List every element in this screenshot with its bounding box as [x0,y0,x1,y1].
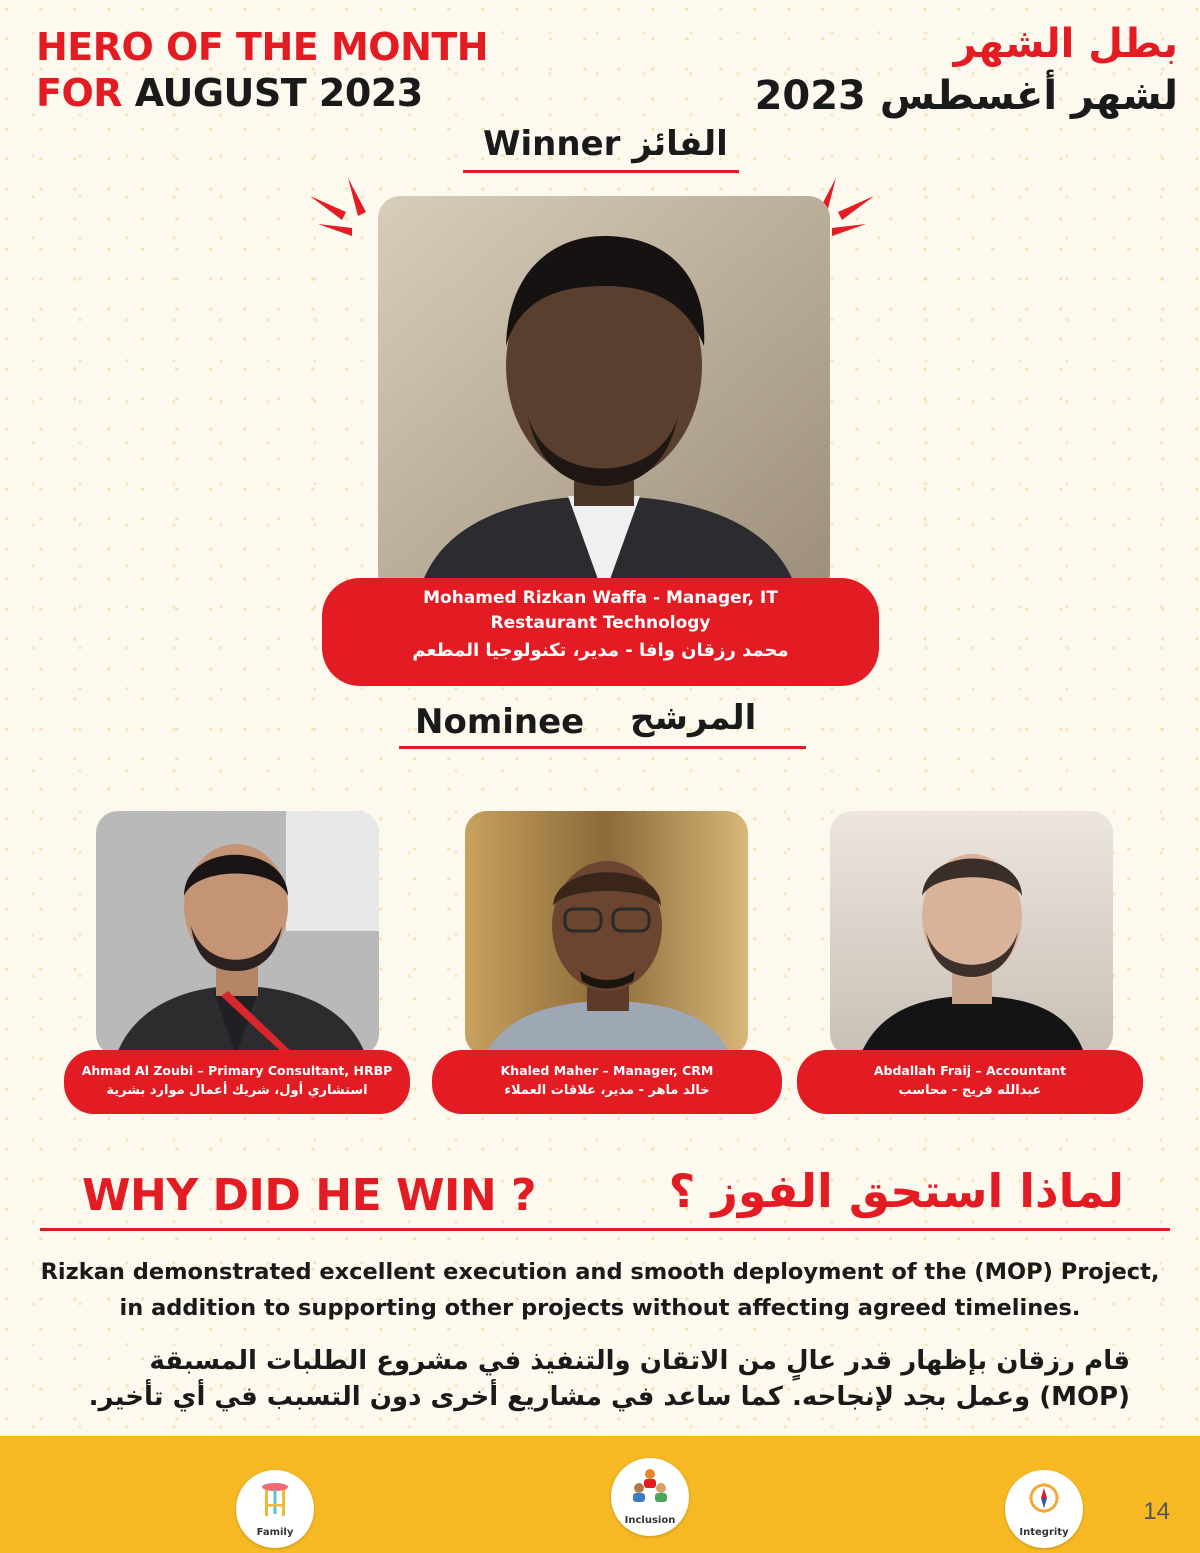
winner-title [483,124,728,164]
value-label-inclusion: Inclusion [624,1515,676,1526]
people-icon [631,1468,669,1504]
value-badge-integrity [1005,1470,1083,1548]
why-underline [40,1228,1170,1231]
why-body-en: Rizkan demonstrated excellent execution and smooth deployment of the (MOP) Project, in addition to supporting other projects without affecting agreed timelines. [40,1259,1160,1321]
nominee-card-1 [64,1050,410,1114]
nominee-name-en-2: Khaled Maher – Manager, CRM [500,1063,714,1078]
header-for: FOR [36,71,123,115]
winner-photo [378,196,830,596]
winner-name-card [322,578,879,686]
winner-name-en-line-1: Mohamed Rizkan Waffa - Manager, IT [423,588,778,608]
header-title-en [36,24,488,116]
nominee-name-ar-2: خالد ماهر - مدير، علاقات العملاء [504,1083,710,1098]
header-ar-line-1: بطل الشهر [953,21,1178,67]
compass-icon [1026,1480,1062,1516]
why-body-ar: قام رزقان بإظهار قدر عالٍ من الاتقان والتنفيذ في مشروع الطلبات المسبقة (MOP) وعمل بجد لإنجاحه. كما ساعد في مشاريع أخرى دون التسبب في أي تأخير. [88,1346,1130,1412]
nominee-title-ar: المرشح [630,698,757,738]
nominee-name-en-3: Abdallah Fraij – Accountant [873,1063,1067,1078]
nominee-name-ar-1: استشاري أول، شريك أعمال موارد بشرية [106,1083,368,1098]
nominee-name-en-1: Ahmad Al Zoubi – Primary Consultant, HRBP [81,1063,393,1078]
nominee-name-ar-3: عبدالله فريج - محاسب [898,1083,1042,1098]
why-title-ar: لماذا استحق الفوز ؟ [668,1164,1124,1218]
header-line-2 [36,70,488,116]
winner-title-ar: الفائز [632,124,728,164]
header-line-1: HERO OF THE MONTH [36,25,489,69]
nominee-card-2 [432,1050,782,1114]
nominee-title-en: Nominee [415,702,585,742]
nominee-underline [399,746,806,749]
page-number: 14 [1143,1498,1170,1525]
header-title-ar [755,18,1178,122]
value-label-integrity: Integrity [1019,1527,1069,1538]
stool-icon [260,1482,290,1518]
value-label-family: Family [256,1527,294,1538]
winner-underline [463,170,739,173]
nominee-photo-1 [96,811,379,1056]
winner-name-en [322,578,879,636]
header-month: AUGUST 2023 [134,71,423,115]
header-ar-line-2: لشهر أغسطس 2023 [754,73,1178,119]
winner-name-ar: محمد رزقان وافا - مدير، تكنولوجيا المطعم [412,640,789,661]
winner-name-en-line-2: Restaurant Technology [490,613,711,633]
value-badge-family [236,1470,314,1548]
value-badge-inclusion [611,1458,689,1536]
burst-left-icon [308,172,378,238]
nominee-photo-3 [830,811,1113,1056]
nominee-photo-2 [465,811,748,1056]
why-title-en: WHY DID HE WIN ? [82,1170,537,1221]
nominee-card-3 [797,1050,1143,1114]
winner-title-en: Winner [483,124,621,164]
